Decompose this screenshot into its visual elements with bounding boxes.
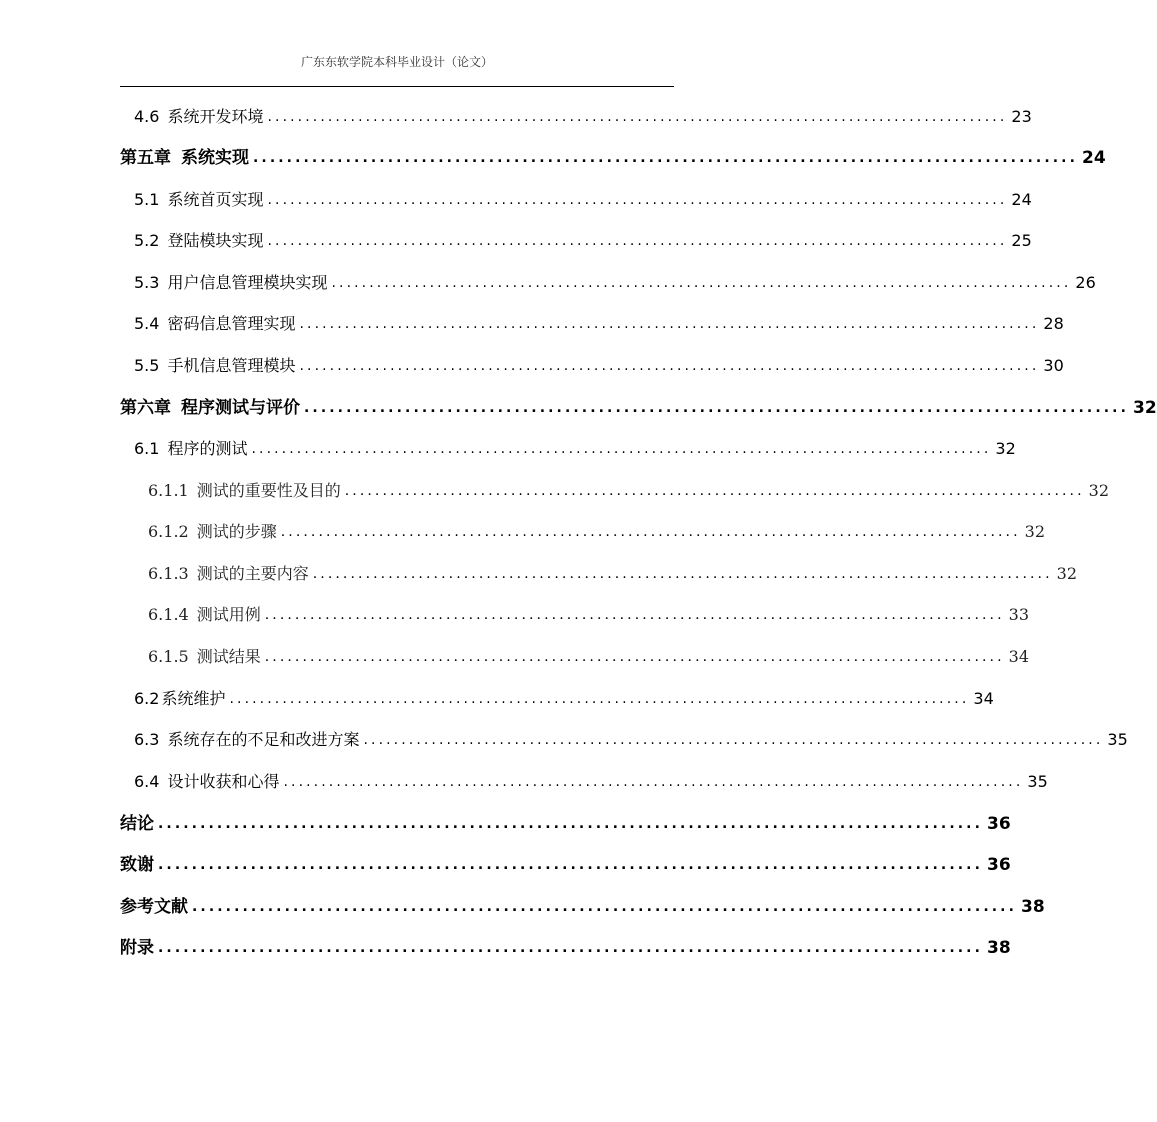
- toc-entry-page: 35: [1027, 772, 1048, 791]
- dot-leader: ..................................................................................................: [251, 441, 992, 457]
- toc-entry-title: 登陆模块实现: [167, 231, 264, 250]
- toc-entry-title: 系统首页实现: [167, 190, 264, 209]
- toc-entry-number: 第五章: [120, 148, 171, 168]
- toc-acknowledgements[interactable]: [120, 853, 1011, 877]
- dot-leader: ..................................................................................................: [267, 233, 1008, 249]
- dot-leader: ..................................................................................................: [344, 483, 1085, 499]
- toc-entry-title: 测试结果: [196, 647, 261, 666]
- toc-entry-page: 32: [1088, 481, 1110, 500]
- toc-entry-6-1-1[interactable]: [148, 479, 1110, 503]
- toc-entry-6-4[interactable]: [134, 770, 1048, 794]
- toc-entry-page: 24: [1082, 148, 1106, 168]
- toc-entry-page: 32: [1056, 564, 1078, 583]
- toc-entry-title: 系统存在的不足和改进方案: [167, 730, 360, 749]
- dot-leader: ..................................................................................................: [158, 857, 983, 873]
- toc-entry-title: 程序的测试: [167, 439, 248, 458]
- toc-entry-number: 5.4: [134, 314, 160, 333]
- toc-chapter-6[interactable]: [120, 396, 1157, 420]
- toc-entry-title: 结论: [120, 814, 154, 834]
- toc-entry-number: 5.2: [134, 231, 160, 250]
- dot-leader: ..................................................................................................: [158, 816, 983, 832]
- toc-appendix[interactable]: [120, 936, 1011, 960]
- toc-entry-page: 26: [1075, 273, 1096, 292]
- toc-entry-title: 附录: [120, 938, 154, 958]
- toc-entry-page: 32: [1133, 398, 1157, 418]
- toc-entry-title: 参考文献: [120, 897, 188, 917]
- toc-entry-page: 34: [1008, 647, 1030, 666]
- toc-entry-5-1[interactable]: [134, 188, 1032, 212]
- toc-entry-number: 6.1.4: [148, 605, 189, 624]
- dot-leader: ..................................................................................................: [363, 732, 1104, 748]
- dot-leader: ..................................................................................................: [304, 400, 1129, 416]
- toc-entry-4-6[interactable]: [134, 105, 1032, 129]
- toc-entry-number: 5.1: [134, 190, 160, 209]
- toc-entry-page: 23: [1011, 107, 1032, 126]
- toc-entry-5-5[interactable]: [134, 354, 1064, 378]
- dot-leader: ..................................................................................................: [283, 774, 1024, 790]
- toc-entry-title: 测试的重要性及目的: [196, 481, 341, 500]
- toc-entry-page: 33: [1008, 605, 1030, 624]
- dot-leader: ..................................................................................................: [299, 316, 1040, 332]
- toc-entry-page: 36: [987, 814, 1011, 834]
- dot-leader: ..................................................................................................: [158, 940, 983, 956]
- dot-leader: ..................................................................................................: [280, 524, 1021, 540]
- toc-entry-5-4[interactable]: [134, 312, 1064, 336]
- toc-entry-number: 5.3: [134, 273, 160, 292]
- toc-entry-title: 系统维护: [161, 689, 226, 708]
- toc-entry-title: 系统开发环境: [167, 107, 264, 126]
- toc-entry-page: 30: [1043, 356, 1064, 375]
- toc-entry-number: 6.4: [134, 772, 160, 791]
- toc-entry-6-1-4[interactable]: [148, 603, 1030, 627]
- toc-entry-6-2[interactable]: [134, 687, 994, 711]
- toc-entry-number: 6.1.2: [148, 522, 189, 541]
- toc-conclusion[interactable]: [120, 812, 1011, 836]
- toc-entry-number: 6.2: [134, 689, 160, 708]
- toc-entry-title: 测试的主要内容: [196, 564, 309, 583]
- header-rule: [120, 86, 674, 87]
- toc-entry-page: 32: [1024, 522, 1046, 541]
- toc-entry-6-1-5[interactable]: [148, 645, 1030, 669]
- toc-entry-number: 6.3: [134, 730, 160, 749]
- toc-entry-page: 28: [1043, 314, 1064, 333]
- dot-leader: ..................................................................................................: [229, 691, 970, 707]
- toc-references[interactable]: [120, 895, 1045, 919]
- toc-entry-title: 用户信息管理模块实现: [167, 273, 328, 292]
- toc-entry-page: 35: [1107, 730, 1128, 749]
- toc-entry-page: 38: [1021, 897, 1045, 917]
- toc-entry-page: 38: [987, 938, 1011, 958]
- dot-leader: ..................................................................................................: [331, 275, 1072, 291]
- dot-leader: ..................................................................................................: [267, 109, 1008, 125]
- dot-leader: ..................................................................................................: [312, 566, 1053, 582]
- toc-entry-number: 第六章: [120, 398, 171, 418]
- toc-entry-title: 系统实现: [181, 148, 249, 168]
- toc-entry-page: 25: [1011, 231, 1032, 250]
- toc-entry-number: 6.1.1: [148, 481, 189, 500]
- dot-leader: ..................................................................................................: [264, 607, 1005, 623]
- toc-entry-5-2[interactable]: [134, 229, 1032, 253]
- toc-entry-number: 6.1: [134, 439, 160, 458]
- toc-entry-page: 32: [995, 439, 1016, 458]
- toc-entry-title: 测试的步骤: [196, 522, 277, 541]
- toc-entry-number: 6.1.5: [148, 647, 189, 666]
- toc-entry-number: 5.5: [134, 356, 160, 375]
- toc-entry-number: 6.1.3: [148, 564, 189, 583]
- toc-entry-title: 测试用例: [196, 605, 261, 624]
- toc-entry-6-3[interactable]: [134, 728, 1128, 752]
- dot-leader: ..................................................................................................: [253, 150, 1078, 166]
- toc-entry-page: 24: [1011, 190, 1032, 209]
- toc-chapter-5[interactable]: [120, 146, 1106, 170]
- toc-entry-number: 4.6: [134, 107, 160, 126]
- toc-entry-title: 致谢: [120, 855, 154, 875]
- toc-entry-6-1[interactable]: [134, 437, 1016, 461]
- dot-leader: ..................................................................................................: [267, 192, 1008, 208]
- toc-entry-title: 密码信息管理实现: [167, 314, 296, 333]
- dot-leader: ..................................................................................................: [299, 358, 1040, 374]
- toc-entry-page: 34: [973, 689, 994, 708]
- dot-leader: ..................................................................................................: [264, 649, 1005, 665]
- toc-entry-page: 36: [987, 855, 1011, 875]
- toc-entry-title: 设计收获和心得: [167, 772, 280, 791]
- toc-entry-6-1-3[interactable]: [148, 562, 1078, 586]
- toc-entry-title: 程序测试与评价: [181, 398, 300, 418]
- toc-entry-6-1-2[interactable]: [148, 520, 1046, 544]
- toc-entry-5-3[interactable]: [134, 271, 1096, 295]
- running-header: 广东东软学院本科毕业设计（论文）: [300, 55, 493, 69]
- dot-leader: ..................................................................................................: [192, 899, 1017, 915]
- toc-entry-title: 手机信息管理模块: [167, 356, 296, 375]
